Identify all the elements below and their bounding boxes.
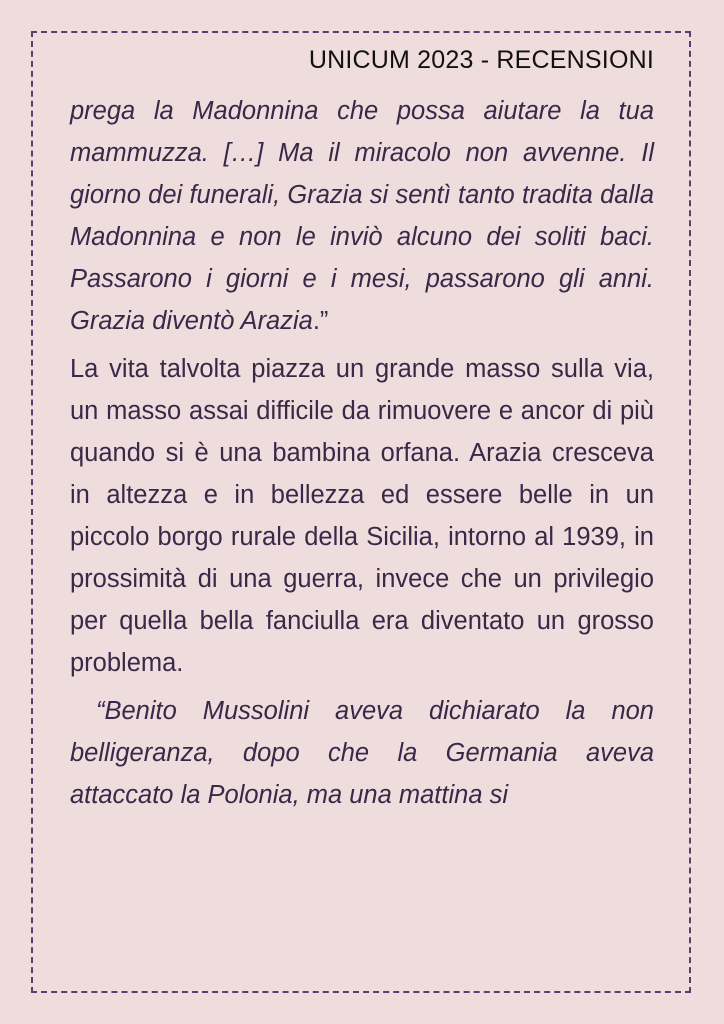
quote-closing: .”: [312, 307, 329, 335]
paragraph-quote-start: “Benito Mussolini aveva dichiarato la non belligeranza, dopo che la Germania aveva attaccato la Polonia, ma una mattina si: [70, 697, 662, 809]
paragraph-quote-end: [70, 90, 654, 342]
article-body: [70, 90, 662, 816]
italic-quote-text: prega la Madonnina che possa aiutare la tua mammuzza. […] Ma il miracolo non avvenne. Il giorno dei funerali, Grazia si sentì tanto tradita dalla Madonnina e non le inviò alcuno dei soliti baci. Passarono i giorni e i mesi, passarono gli anni. Grazia diventò Arazia: [70, 97, 654, 335]
paragraph-narrative: La vita talvolta piazza un grande masso sulla via, un masso assai difficile da rimuovere e ancor di più quando si è una bambina orfana. Arazia cresceva in altezza e in bellezza ed essere belle in un piccolo borgo rurale della Sicilia, intorno al 1939, in prossimità di una guerra, invece che un privilegio per quella bella fanciulla era diventato un grosso problema.: [70, 355, 654, 677]
page-header: UNICUM 2023 - RECENSIONI: [308, 46, 654, 74]
